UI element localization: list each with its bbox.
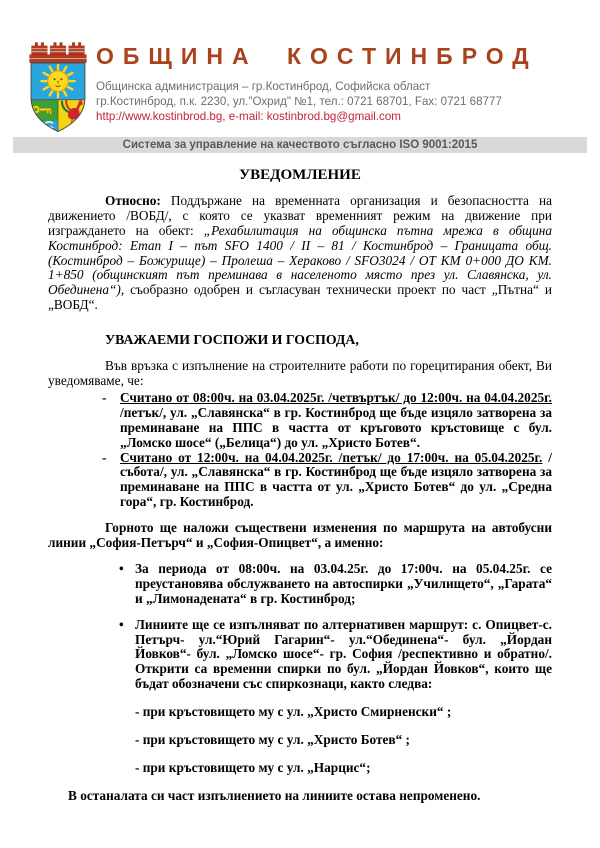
- website-email-link[interactable]: http://www.kostinbrod.bg, e-mail: kostinbrod.bg@gmail.com: [96, 110, 401, 123]
- shield: [30, 63, 87, 134]
- dash-marker: -: [102, 449, 107, 465]
- org-name: ОБЩИНА КОСТИНБРОД: [96, 43, 538, 69]
- project-name: „Рехабилитация на общинска пътна мрежа в община Костинброд: Етап I – път SFO 1400 / II – 81 / Костинброд – Границата общ. (Костинброд – Божурище) – Пролеша – Хераково / SFO3024 / ОТ КМ 0+000 ДО КМ. 1+850 (общинският път преминава в населеното място през ул. Славянска, ул. Обединена“): [48, 222, 552, 298]
- bullet-marker: •: [119, 560, 124, 576]
- subject-tail: , съобразно одобрен и съгласуван технически проект по част „Пътна“ и „ВОБД“.: [48, 282, 552, 313]
- mural-crown-icon: [30, 43, 87, 63]
- temporary-stop-3: - при кръстовището му с ул. „Нарцис“;: [135, 760, 371, 775]
- closing-line: В останалата си част изпълнението на линиите остава непроменено.: [68, 787, 481, 803]
- dash-marker: -: [102, 389, 107, 405]
- bus-item-1-text: За периода от 08:00ч. на 03.04.25г. до 17:00ч. на 05.04.25г. се преустановява обслужването на автоспирки „Училището“, „Гарата“ и „Лимонадената“ в гр. Костинброд;: [135, 560, 552, 606]
- address-line-1: Общинска администрация – гр.Костинброд, Софийска област: [96, 80, 431, 93]
- road-closure-list: [48, 391, 552, 510]
- closure-detail-2: /събота/, ул. „Славянска“ в гр. Костинброд ще бъде изцяло затворена за преминаване на ППС в частта от ул. „Христо Ботев“ до ул. „Средна гора“, гр. Костинброд.: [120, 449, 552, 510]
- letterhead-text: [96, 40, 538, 134]
- closure-period-2: Считано от 12:00ч. на 04.04.2025г. /петък/ до 17:00ч. на 05.04.2025г.: [120, 449, 543, 465]
- intro-paragraph: Във връзка с изпълнение на строителните работи по горецитирания обект, Ви уведомяваме, че:: [48, 358, 552, 388]
- letter-body: [48, 168, 552, 804]
- bus-item-1: [48, 562, 552, 607]
- coat-of-arms-logo: [27, 40, 89, 134]
- closure-item-2: [48, 451, 552, 511]
- subject-label: Относно:: [105, 192, 161, 208]
- closure-period-1: Считано от 08:00ч. на 03.04.2025г. /четвъртък/ до 12:00ч. на 04.04.2025г.: [120, 389, 552, 405]
- subject-paragraph: [48, 194, 552, 313]
- bus-item-2-text: Линиите ще се изпълняват по алтернативен маршрут: с. Опицвет-с. Петърч- ул.“Юрий Гагарин“- ул.“Обединена“- бул. „Йордан Йовков“- бул. „Ломско шосе“- гр. София /респективно и обратно/. Открити са временни спирки по бул. „Йордан Йовков“, които ще бъдат обозначени със спиркознаци, както следва:: [135, 616, 552, 692]
- document-title: УВЕДОМЛЕНИЕ: [239, 167, 361, 183]
- iso-quality-banner: Система за управление на качеството съгласно ISO 9001:2015: [13, 137, 587, 153]
- letterhead: [27, 40, 586, 134]
- closure-item-1: [48, 391, 552, 451]
- subject-text: Поддържане на временната организация и безопасността на движението /ВОБД/, с която се указват временният режим на движение при изграждането на обект:: [48, 192, 552, 238]
- temporary-stop-1: - при кръстовището му с ул. „Христо Смирненски“ ;: [135, 704, 452, 720]
- closure-detail-1: /петък/, ул. „Славянска“ в гр. Костинброд ще бъде изцяло затворена за преминаване на ППС в частта от кръговото кръстовище с бул. „Ломско шосе“ („Белица“) до ул. „Христо Ботев“.: [120, 404, 552, 450]
- bus-changes-intro: Горното ще наложи съществени изменения по маршрута на автобусни линии „София-Петърч“ и „София-Опицвет“, а именно:: [48, 520, 552, 551]
- address-line-2: гр.Костинброд, п.к. 2230, ул."Охрид" №1, тел.: 0721 68701, Fax: 0721 68777: [96, 95, 502, 108]
- bus-item-2: [48, 618, 552, 693]
- salutation: УВАЖАЕМИ ГОСПОЖИ И ГОСПОДА,: [105, 332, 359, 348]
- bullet-marker: •: [119, 616, 124, 632]
- temporary-stop-2: - при кръстовището му с ул. „Христо Ботев“ ;: [135, 732, 410, 748]
